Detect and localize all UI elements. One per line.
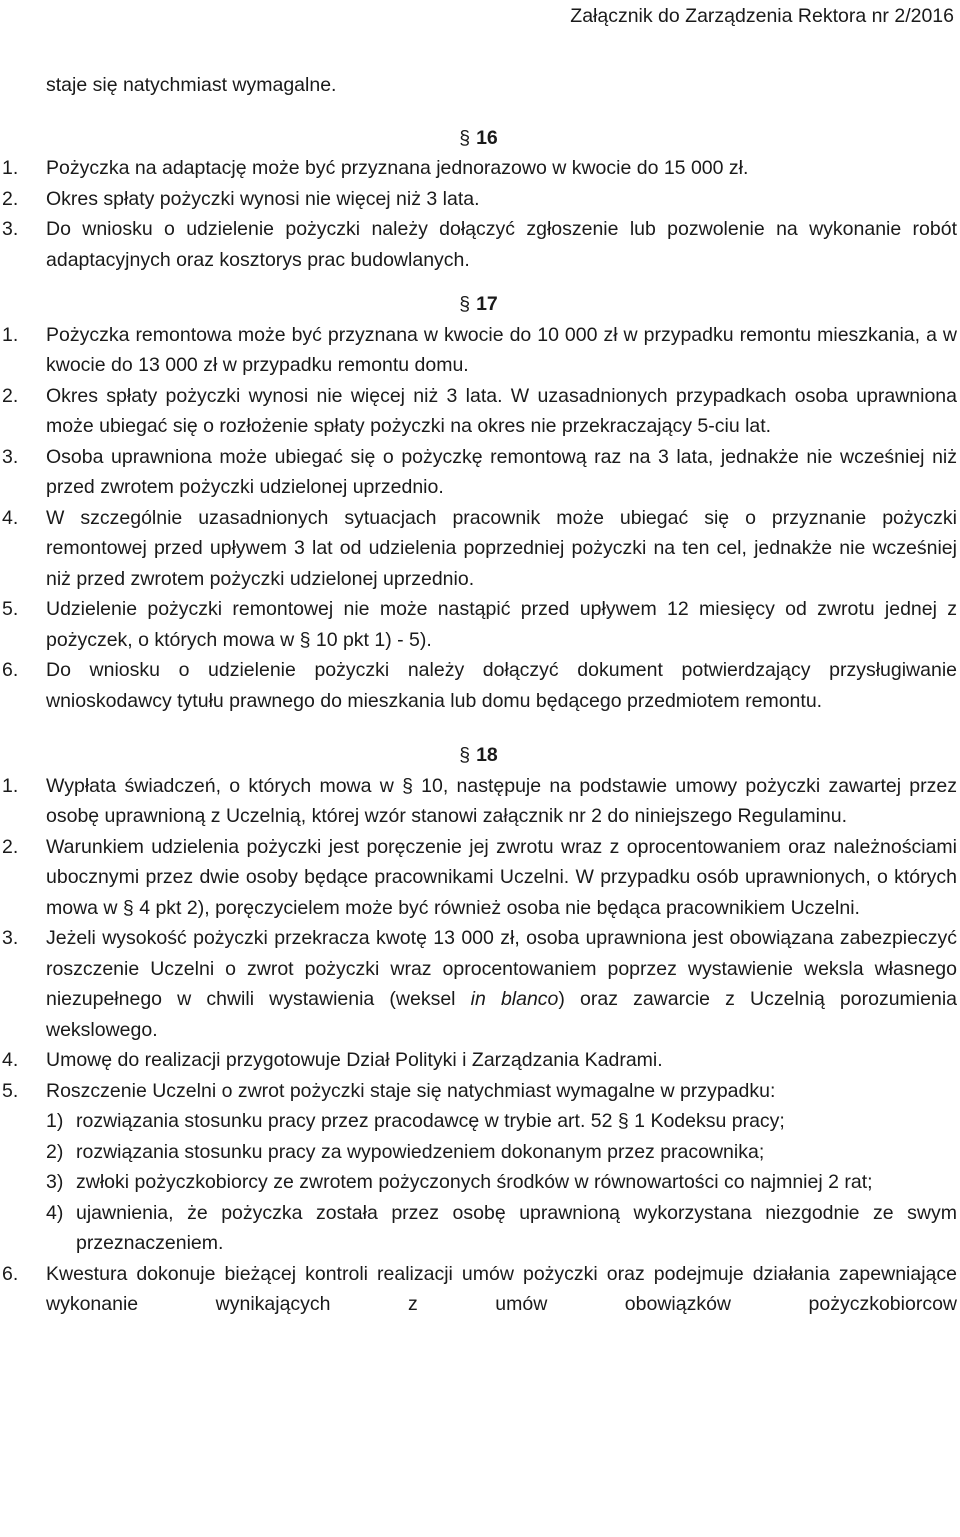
section-heading-16: § 16 [459,126,498,149]
list-item: 4. Umowę do realizacji przygotowuje Dział Polityki i Zarządzania Kadrami. [2,1049,663,1071]
section-sign: § [459,744,471,766]
list-item: 3. Osoba uprawniona może ubiegać się o pożyczkę remontową raz na 3 lata, jednakże nie wcześniej niż przed zwrotem pożyczki udzielonej uprzednio. [2,445,957,498]
list-item: 2. Okres spłaty pożyczki wynosi nie więcej niż 3 lata. W uzasadnionych przypadkach osoba uprawniona może ubiegać się o rozłożenie spłaty pożyczki na okres nie przekraczający 5-ciu lat. [2,384,957,437]
list-item: 3. Do wniosku o udzielenie pożyczki należy dołączyć zgłoszenie lub pozwolenie na wykonanie robót adaptacyjnych oraz kosztorys prac budowlanych. [2,218,957,271]
sub-list-item: 4) ujawnienia, że pożyczka została przez osobę uprawnioną wykorzystana niezgodnie ze swym przeznaczeniem. [46,1201,957,1254]
section-sign: § [459,293,471,315]
list-item: 2. Okres spłaty pożyczki wynosi nie więcej niż 3 lata. [2,187,480,210]
list-item: 2. Warunkiem udzielenia pożyczki jest poręczenie jej zwrotu wraz z oprocentowaniem oraz należnościami ubocznymi przez dwie osoby będące pracownikami Uczelni. W przypadku osób uprawnionych, o których mowa w § 4 pkt 2), poręczycielem może być również osoba nie będąca pracownikiem Uczelni. [2,835,957,919]
section-heading-18: § 18 [459,744,498,766]
document-header: Załącznik do Zarządzenia Rektora nr 2/2016 [570,5,954,27]
list-item: 6. Do wniosku o udzielenie pożyczki należy dołączyć dokument potwierdzający przysługiwanie wnioskodawcy tytułu prawnego do mieszkania lub domu będącego przedmiotem remontu. [2,659,957,712]
intro-text: staje się natychmiast wymagalne. [46,74,337,96]
list-item: 6. Kwestura dokonuje bieżącej kontroli realizacji umów pożyczki oraz podejmuje działania zapewniające wykonanie wynikających z umów obowiązków pożyczkobiorcow [2,1262,957,1315]
section-sign: § [459,126,471,149]
sub-list-item: 3) zwłoki pożyczkobiorcy ze zwrotem pożyczonych środków w równowartości co najmniej 2 rat; [46,1171,873,1193]
list-item: 1. Wypłata świadczeń, o których mowa w § 10, następuje na podstawie umowy pożyczki zawartej przez osobę uprawnioną z Uczelnią, której wzór stanowi załącznik nr 2 do niniejszego Regulaminu. [2,774,957,827]
list-item: 4. W szczególnie uzasadnionych sytuacjach pracownik może ubiegać się o przyznanie pożyczki remontowej przed upływem 3 lat od udzielenia poprzedniej pożyczki na ten cel, jednakże nie wcześniej niż przed zwrotem pożyczki udzielonej uprzednio. [2,506,957,590]
document-body [0,70,957,1320]
sub-list-item: 1) rozwiązania stosunku pracy przez pracodawcę w trybie art. 52 § 1 Kodeksu pracy; [46,1110,785,1132]
list-item: 1. Pożyczka remontowa może być przyznana w kwocie do 10 000 zł w przypadku remontu mieszkania, a w kwocie do 13 000 zł w przypadku remontu domu. [2,323,957,376]
list-item: 5. Roszczenie Uczelni o zwrot pożyczki staje się natychmiast wymagalne w przypadku: [2,1079,776,1102]
list-item: 1. Pożyczka na adaptację może być przyznana jednorazowo w kwocie do 15 000 zł. [2,157,749,179]
sub-list-item: 2) rozwiązania stosunku pracy za wypowiedzeniem dokonanym przez pracownika; [46,1140,765,1163]
list-item: 3. Jeżeli wysokość pożyczki przekracza kwotę 13 000 zł, osoba uprawniona jest obowiązana zabezpieczyć roszczenie Uczelni o zwrot pożyczki wraz oprocentowaniem poprzez wystawienie weksla własnego niezupełnego w chwili wystawienia (weksel in blanco) oraz zawarcie z Uczelnią porozumienia wekslowego. [2,927,958,1041]
section-heading-17: § 17 [459,293,498,315]
list-item: 5. Udzielenie pożyczki remontowej nie może nastąpić przed upływem 12 miesięcy od zwrotu jednej z pożyczek, o których mowa w § 10 pkt 1) - 5). [2,598,957,651]
